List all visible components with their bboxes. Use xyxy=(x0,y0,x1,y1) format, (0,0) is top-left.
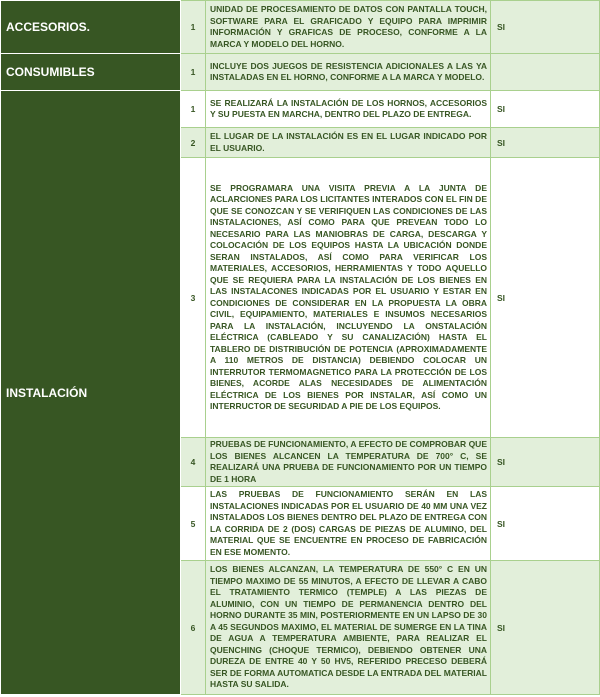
item-number: 1 xyxy=(181,91,206,128)
item-answer xyxy=(491,54,600,91)
item-description: LAS PRUEBAS DE FUNCIONAMIENTO SERÁN EN LAS INSTALACIONES INDICADAS POR EL USUARIO DE 40 MM UNA VEZ INSTALADOS LOS BIENES DENTRO DEL PLAZO DE ENTREGA CON LA CORRIDA DE 2 (DOS) CARGAS DE PIEZAS DE ALUMINO, DEL MATERIAL QUE SE ENCUENTRE EN PROCESO DE FABRICACIÓN EN ESE MOMENTO. xyxy=(206,487,491,561)
item-number: 1 xyxy=(181,54,206,91)
category-cell: CONSUMIBLES xyxy=(1,54,181,91)
item-description: SE PROGRAMARA UNA VISITA PREVIA A LA JUNTA DE ACLARCIONES PARA LOS LICITANTES INTERADOS CON EL FIN DE QUE SE CONOZCAN Y SE VERIFIQUEN LAS CONDICIONES DE LAS INSTALACIONES, ASÍ COMO PARA QUE PREVEAN TODO LO NECESARIO PARA LAS MANIOBRAS DE CARGA, DESCARGA Y COLOCACIÓN DE LOS EQUIPOS HASTA LA UBICACIÓN DONDE SERAN INSTALADOS, ASÍ COMO PARA VERIFICAR LOS MATERIALES, ACCESORIOS, HERRAMIENTAS Y TODO AQUELLO QUE SE REQUIERA PARA LA INSTALACIÓN DE LOS BIENES EN LAS INSTALACONES INDICADAS POR EL USUARIO Y ESTAR EN CONDICIONES DE CONSIDERAR EN LA PROPUESTA LA OBRA CIVIL, EQUIPAMIENTO, MATERIALES E INSUMOS NECESARIOS PARA LA INSTALACIÓN, INCLUYENDO LA ONSTALACIÓN ELÉCTRICA (CABLEADO Y SU CANALIZACIÓN) HASTA EL TABLERO DE DISTRIBUCIÓN DE POTENCIA (APROXIMADAMENTE A 110 METROS DE DISTANCIA) DEBIENDO COLOCAR UN INTERRUTOR TERMOMAGNETICO PARA LA PROTECCIÓN DE LOS BIENES, ACORDE ALAS NECESIDADES DE ALIMENTACIÓN ELÉCTRICA DE LOS BIENES POR INSTALAR, ASÍ COMO UN INTERRUCTOR DE SEGURIDAD A PIE DE LOS EQUIPOS. xyxy=(206,158,491,438)
item-description: INCLUYE DOS JUEGOS DE RESISTENCIA ADICIONALES A LAS YA INSTALADAS EN EL HORNO, CONFORME A LA MARCA Y MODELO. xyxy=(206,54,491,91)
item-answer: SI xyxy=(491,158,600,438)
item-answer: SI xyxy=(491,91,600,128)
item-number: 5 xyxy=(181,487,206,561)
item-description: PRUEBAS DE FUNCIONAMIENTO, A EFECTO DE COMPROBAR QUE LOS BIENES ALCANCEN LA TEMPERATURA DE 700° C, SE REALIZARÁ UNA PRUEBA DE FUNCIONAMIENTO POR UN TIEMPO DE 1 HORA xyxy=(206,438,491,487)
item-answer: SI xyxy=(491,1,600,54)
item-answer: SI xyxy=(491,561,600,695)
item-answer: SI xyxy=(491,438,600,487)
item-description: LOS BIENES ALCANZAN, LA TEMPERATURA DE 550° C EN UN TIEMPO MAXIMO DE 55 MINUTOS, A EFECTO DE LLEVAR A CABO EL TRATAMIENTO TERMICO (TEMPLE) A LAS PIEZAS DE ALUMINIO, CON UN TIEMPO DE PERMANENCIA DENTRO DEL HORNO DURANTE 35 MIN, POSTERIORMENTE EN UN LAPSO DE 30 A 45 SEGUNDOS MAXIMO, EL MATERIAL DE SUMERGE EN LA TINA DE AGUA A TEMPERATURA AMBIENTE, PARA REALIZAR EL QUENCHING (CHOQUE TERMICO), DEBIENDO OBTENER UNA DUREZA DE ENTRE 40 Y 50 HV5, REFERIDO PRECESO DEBERÁ SER DE FORMA AUTOMATICA DESDE LA ENTRADA DEL MATERIAL HASTA SU SALIDA. xyxy=(206,561,491,695)
item-description: UNIDAD DE PROCESAMIENTO DE DATOS CON PANTALLA TOUCH, SOFTWARE PARA EL GRAFICADO Y EQUIPO PARA IMPRIMIR INFORMACIÓN Y GRAFICAS DE PROCESO, CONFORME A LA MARCA Y MODELO DEL HORNO. xyxy=(206,1,491,54)
item-number: 3 xyxy=(181,158,206,438)
table-row xyxy=(1,54,600,91)
item-number: 1 xyxy=(181,1,206,54)
item-number: 4 xyxy=(181,438,206,487)
table-row xyxy=(1,91,600,128)
table-row xyxy=(1,1,600,54)
item-description: SE REALIZARÁ LA INSTALACIÓN DE LOS HORNOS, ACCESORIOS Y SU PUESTA EN MARCHA, DENTRO DEL PLAZO DE ENTREGA. xyxy=(206,91,491,128)
item-description: EL LUGAR DE LA INSTALACIÓN ES EN EL LUGAR INDICADO POR EL USUARIO. xyxy=(206,128,491,158)
category-cell: ACCESORIOS. xyxy=(1,1,181,54)
item-answer: SI xyxy=(491,487,600,561)
item-number: 6 xyxy=(181,561,206,695)
category-cell: INSTALACIÓN xyxy=(1,91,181,695)
item-answer: SI xyxy=(491,128,600,158)
item-number: 2 xyxy=(181,128,206,158)
